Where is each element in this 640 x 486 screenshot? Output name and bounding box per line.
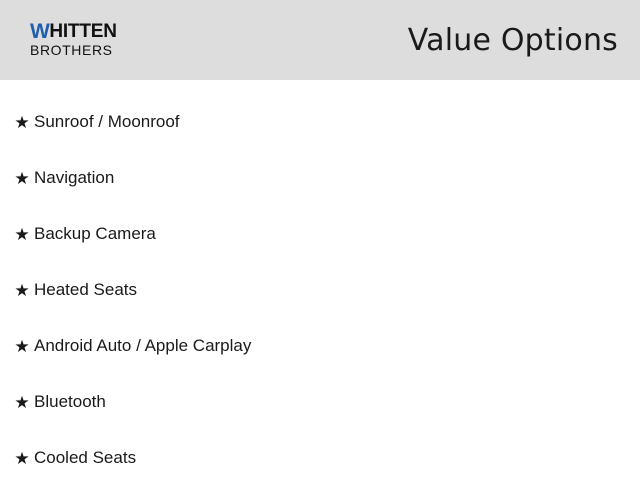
option-label: Cooled Seats xyxy=(34,448,137,467)
star-icon: ★ xyxy=(14,392,30,412)
logo-top-line xyxy=(30,22,120,41)
star-icon: ★ xyxy=(14,280,30,300)
star-icon: ★ xyxy=(14,336,30,356)
list-item xyxy=(0,206,640,262)
list-item xyxy=(0,262,640,318)
option-label: Sunroof / Moonroof xyxy=(34,112,180,131)
page-title: Value Options xyxy=(407,22,618,58)
list-item xyxy=(0,150,640,206)
whitten-brothers-logo xyxy=(30,22,120,58)
star-icon: ★ xyxy=(14,448,30,468)
logo-second-line: BROTHERS xyxy=(30,42,113,58)
page-header xyxy=(0,0,640,80)
star-icon: ★ xyxy=(14,112,30,132)
logo-brand-rest: HITTEN xyxy=(49,21,117,42)
list-item xyxy=(0,318,640,374)
star-icon: ★ xyxy=(14,168,30,188)
list-item xyxy=(0,430,640,486)
list-item xyxy=(0,94,640,150)
option-label: Bluetooth xyxy=(34,392,106,411)
logo-initial: W xyxy=(30,20,50,43)
option-label: Android Auto / Apple Carplay xyxy=(34,336,252,355)
star-icon: ★ xyxy=(14,224,30,244)
option-label: Navigation xyxy=(34,168,115,187)
list-item xyxy=(0,374,640,430)
option-label: Backup Camera xyxy=(34,224,156,243)
value-options-list xyxy=(0,80,640,486)
option-label: Heated Seats xyxy=(34,280,138,299)
